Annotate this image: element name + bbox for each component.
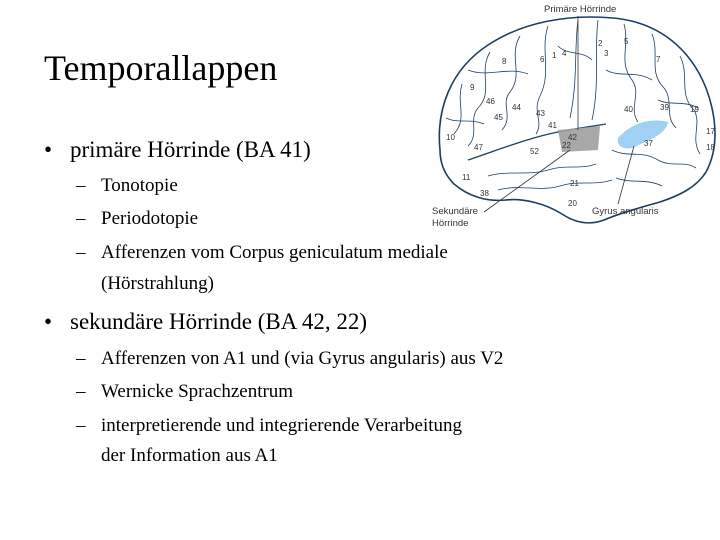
- area-number: 2: [598, 39, 603, 48]
- dash-marker: –: [76, 348, 86, 369]
- bullet-secondary-text: sekundäre Hörrinde (BA 42, 22): [70, 309, 368, 334]
- area-number: 38: [480, 189, 489, 198]
- area-number: 20: [568, 199, 577, 208]
- area-number: 46: [486, 97, 495, 106]
- sub-item-periodotopie: – Periodotopie: [76, 208, 199, 229]
- bullet-marker: •: [44, 309, 53, 334]
- label-secondary-auditory-2: Hörrinde: [432, 218, 469, 229]
- dash-marker: –: [76, 175, 86, 196]
- dash-marker: –: [76, 415, 86, 436]
- area-number: 6: [540, 55, 545, 64]
- area-number: 7: [656, 55, 661, 64]
- area-number: 41: [548, 121, 557, 130]
- area-number: 37: [644, 139, 653, 148]
- sub-item-wernicke: – Wernicke Sprachzentrum: [76, 381, 294, 402]
- area-number: 5: [624, 37, 629, 46]
- label-gyrus-angularis: Gyrus angularis: [592, 206, 659, 217]
- area-number: 42: [568, 133, 577, 142]
- dash-marker: –: [76, 242, 86, 263]
- area-number: 40: [624, 105, 633, 114]
- area-number: 18: [706, 143, 715, 152]
- sub-item-tonotopie: – Tonotopie: [76, 175, 178, 196]
- area-number: 45: [494, 113, 503, 122]
- area-number: 43: [536, 109, 545, 118]
- area-number: 39: [660, 103, 669, 112]
- bullet-primary: [44, 136, 311, 164]
- dash-marker: –: [76, 381, 86, 402]
- area-number: 17: [706, 127, 715, 136]
- area-number: 4: [562, 49, 567, 58]
- bullet-primary-text: primäre Hörrinde (BA 41): [70, 137, 311, 162]
- sub-item-afferenzen-cgm-cont: (Hörstrahlung): [101, 273, 214, 294]
- bullet-marker: •: [44, 137, 53, 162]
- area-number: 10: [446, 133, 455, 142]
- dash-marker: –: [76, 208, 86, 229]
- area-number: 11: [462, 173, 471, 182]
- area-number: 9: [470, 83, 475, 92]
- area-number: 19: [690, 105, 699, 114]
- area-number: 44: [512, 103, 521, 112]
- sub-item-verarbeitung-cont: der Information aus A1: [101, 445, 278, 466]
- sub-item-afferenzen-a1: – Afferenzen von A1 und (via Gyrus angularis) aus V2: [76, 348, 504, 369]
- area-number: 47: [474, 143, 483, 152]
- page-title: Temporallappen: [44, 48, 278, 88]
- bullet-secondary: [44, 308, 367, 336]
- area-number: 21: [570, 179, 579, 188]
- leader-line-gyrus: [618, 146, 634, 204]
- area-number: 22: [562, 141, 571, 150]
- leader-line-secondary: [484, 150, 570, 212]
- label-secondary-auditory-1: Sekundäre: [432, 206, 478, 217]
- area-number: 1: [552, 51, 557, 60]
- area-number: 52: [530, 147, 539, 156]
- area-number: 3: [604, 49, 609, 58]
- gyrus-angularis-highlight: [618, 121, 668, 149]
- label-primary-auditory: Primäre Hörrinde: [544, 4, 617, 15]
- sub-item-afferenzen-cgm: – Afferenzen vom Corpus geniculatum mediale: [76, 242, 448, 263]
- brain-figure: [428, 0, 720, 262]
- sub-item-verarbeitung: – interpretierende und integrierende Verarbeitung: [76, 415, 463, 436]
- area-number: 8: [502, 57, 507, 66]
